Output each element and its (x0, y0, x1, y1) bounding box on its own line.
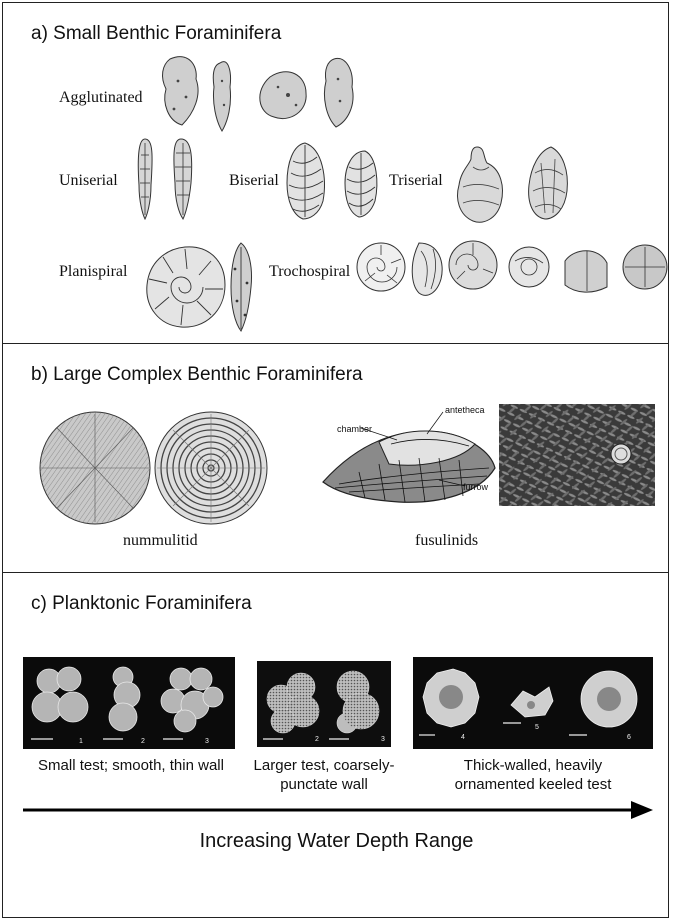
label-nummulitid: nummulitid (123, 532, 198, 549)
label-agglutinated: Agglutinated (59, 89, 143, 106)
panel-planktonic (2, 572, 669, 918)
panel-c-title: c) Planktonic Foraminifera (31, 593, 252, 614)
agglutinated-forams-illustration (158, 51, 368, 137)
photo-number: 6 (627, 734, 631, 741)
caption-keeled-test (413, 756, 653, 794)
arrow-label: Increasing Water Depth Range (199, 830, 474, 852)
label-biserial: Biserial (229, 172, 279, 189)
uniserial-forams-illustration (131, 135, 211, 221)
caption-small-test: Small test; smooth, thin wall (38, 757, 224, 774)
label-triserial: Triserial (389, 172, 443, 189)
photo-number: 1 (79, 738, 83, 745)
annotation-furrow: furrow (463, 482, 489, 492)
label-planispiral: Planispiral (59, 263, 128, 280)
caption-thick-line1: Thick-walled, heavily (463, 757, 603, 774)
water-depth-arrow (23, 799, 655, 821)
photo-number: 3 (381, 736, 385, 743)
photo-number: 3 (205, 738, 209, 745)
planispiral-forams-illustration (141, 239, 261, 335)
photo-number: 2 (315, 736, 319, 743)
panel-b-title: b) Large Complex Benthic Foraminifera (31, 364, 363, 385)
triserial-forams-illustration (453, 143, 573, 227)
label-uniserial: Uniserial (59, 172, 118, 189)
biserial-forams-illustration (283, 139, 383, 223)
photo-small-smooth-tests (23, 657, 235, 749)
caption-thick-line2: ornamented keeled test (454, 776, 612, 793)
photo-number: 2 (141, 738, 145, 745)
annotation-chamber: chamber (337, 424, 373, 434)
annotation-antetheca: antetheca (445, 405, 485, 415)
nummulitid-illustration (39, 410, 269, 526)
caption-larger-line2: punctate wall (280, 776, 368, 793)
photo-keeled-tests (413, 657, 653, 749)
panel-large-complex-benthic (2, 343, 669, 573)
panel-small-benthic (2, 2, 669, 344)
caption-larger-test (247, 756, 401, 794)
photo-number: 5 (535, 724, 539, 731)
fusulinid-rock-photo (499, 404, 655, 506)
label-fusulinids: fusulinids (415, 532, 479, 549)
label-trochospiral: Trochospiral (269, 263, 351, 280)
photo-larger-punctate-tests (257, 661, 391, 747)
caption-larger-line1: Larger test, coarsely- (253, 757, 395, 774)
panel-a-title: a) Small Benthic Foraminifera (31, 23, 282, 44)
photo-number: 4 (461, 734, 465, 741)
trochospiral-forams-illustration (355, 233, 665, 303)
